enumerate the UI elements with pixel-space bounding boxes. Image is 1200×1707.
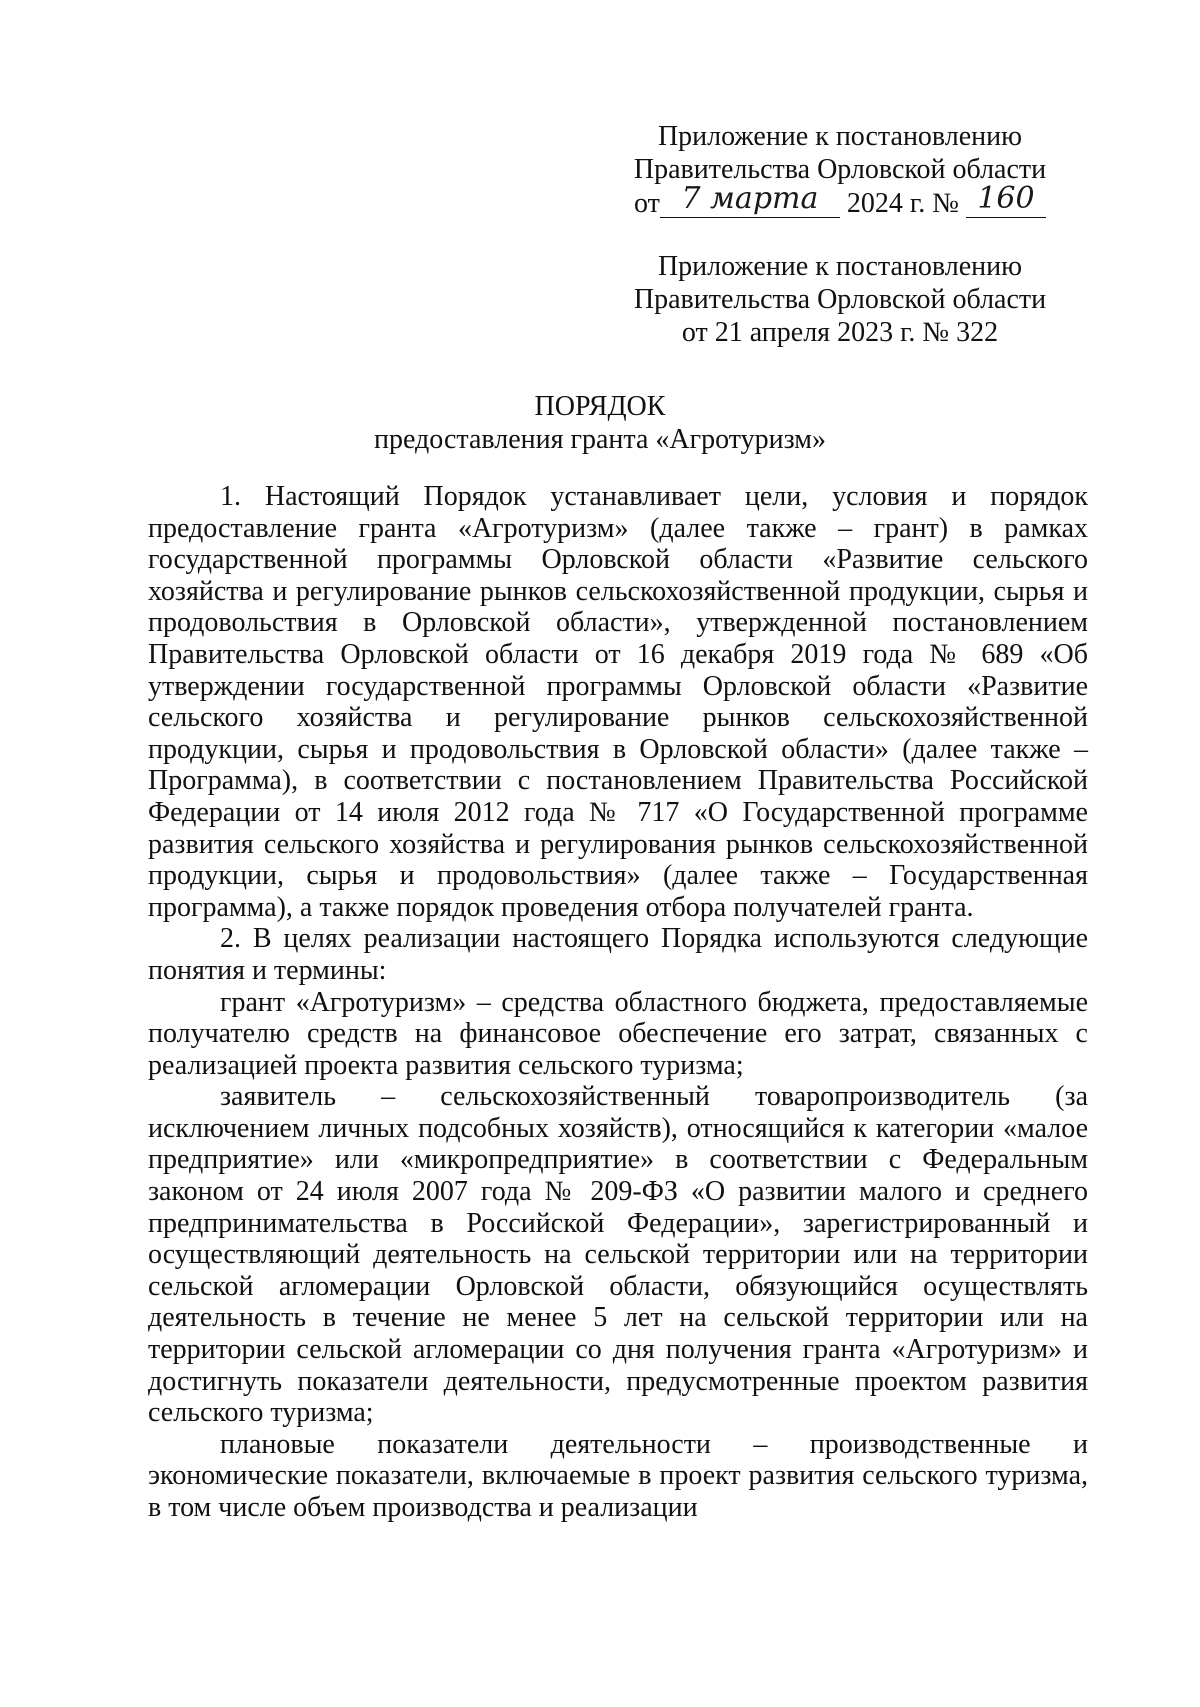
original-header-line-2: Правительства Орловской области <box>633 284 1047 315</box>
title-subtitle: предоставления гранта «Агротуризм» <box>374 424 826 455</box>
paragraph-definition-grant: грант «Агротуризм» – средства областного бюджета, предоставляемые получателю средств на финансовое обеспечение его затрат, связанных с реализацией проекта развития сельского туризма; <box>148 986 1088 1081</box>
document-body <box>148 481 1088 1524</box>
handwritten-date: 7 марта <box>681 181 819 216</box>
original-header-line-3: от 21 апреля 2023 г. № 322 <box>681 317 999 348</box>
original-header-line-1: Приложение к постановлению <box>657 251 1023 282</box>
document-title <box>0 390 1200 456</box>
paragraph-definition-applicant: заявитель – сельскохозяйственный товаропроизводитель (за исключением личных подсобных хозяйств), относящийся к категории «малое предприятие» или «микропредприятие» в соответствии с Федеральным законом от 24 июля 2007 года № 209-ФЗ «О развитии малого и среднего предпринимательства в Российской Федерации», зарегистрированный и осуществляющий деятельность на сельской территории или на территории сельской агломерации Орловской области, обязующийся осуществлять деятельность в течение не менее 5 лет на сельской территории или на территории сельской агломерации со дня получения гранта «Агротуризм» и достигнуть показатели деятельности, предусмотренные проектом развития сельского туризма; <box>148 1081 1088 1429</box>
title-main: ПОРЯДОК <box>534 391 666 422</box>
paragraph-definition-indicators: плановые показатели деятельности – производственные и экономические показатели, включаемые в проект развития сельского туризма, в том числе объем производства и реализации <box>148 1428 1088 1523</box>
header-line-1: Приложение к постановлению <box>657 121 1023 152</box>
header-year-number-label: 2024 г. № <box>846 188 959 219</box>
handwritten-number-field <box>966 181 1046 220</box>
amendment-header <box>560 120 1120 220</box>
header-date-line <box>560 181 1120 220</box>
header-line-2: Правительства Орловской области <box>633 154 1047 185</box>
original-header <box>560 250 1120 349</box>
paragraph-2: 2. В целях реализации настоящего Порядка используются следующие понятия и термины: <box>148 923 1088 986</box>
handwritten-date-field <box>660 181 840 220</box>
date-prefix: от <box>634 188 660 219</box>
handwritten-number: 160 <box>977 181 1035 216</box>
paragraph-1: 1. Настоящий Порядок устанавливает цели, условия и порядок предоставление гранта «Агротуризм» (далее также – грант) в рамках государственной программы Орловской области «Развитие сельского хозяйства и регулирование рынков сельскохозяйственной продукции, сырья и продовольствия в Орловской области», утвержденной постановлением Правительства Орловской области от 16 декабря 2019 года № 689 «Об утверждении государственной программы Орловской области «Развитие сельского хозяйства и регулирование рынков сельскохозяйственной продукции, сырья и продовольствия в Орловской области» (далее также – Программа), в соответствии с постановлением Правительства Российской Федерации от 14 июля 2012 года № 717 «О Государственной программе развития сельского хозяйства и регулирования рынков сельскохозяйственной продукции, сырья и продовольствия» (далее также – Государственная программа), а также порядок проведения отбора получателей гранта. <box>148 481 1088 923</box>
